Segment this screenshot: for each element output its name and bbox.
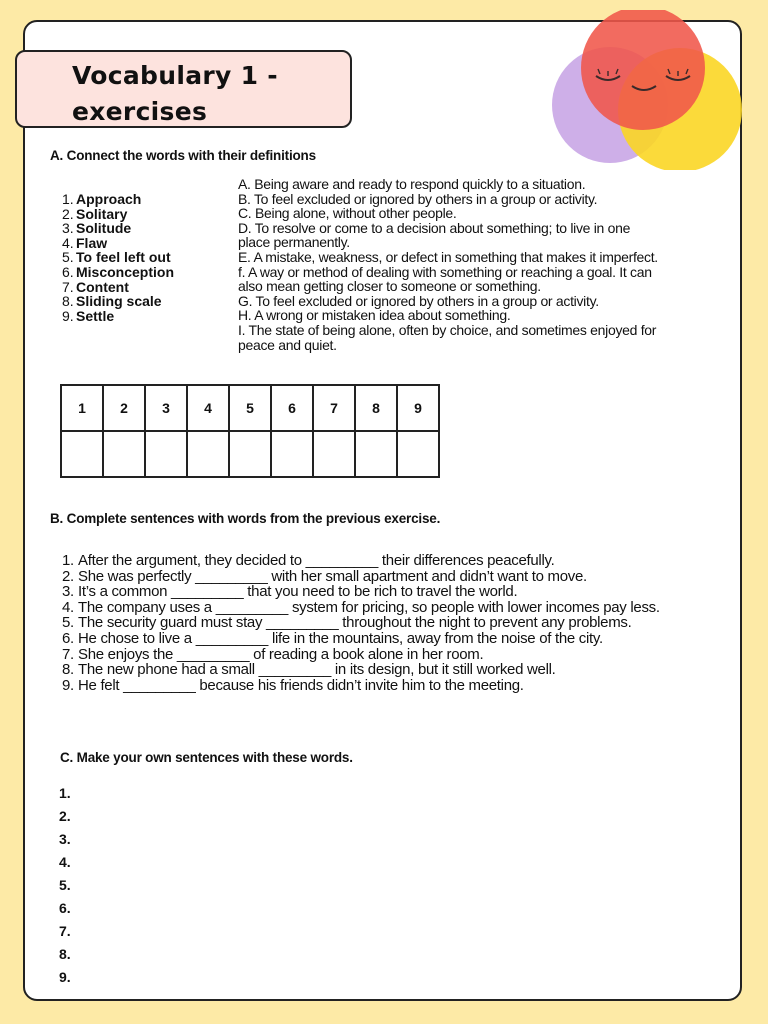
sentence-text: She enjoys the _________ of reading a book alone in her room. [78,645,484,663]
answer-grid [60,384,440,478]
sentence-item: 4. The company uses a _________ system for pricing, so people with lower incomes pay less. [62,598,660,616]
answer-grid-header: 1 [61,385,103,431]
own-sentence-line[interactable]: 4. [59,854,71,870]
sentence-item: 3. It’s a common _________ that you need to be rich to travel the world. [62,583,518,601]
word-label: Settle [76,307,115,324]
answer-cell[interactable] [229,431,271,477]
sentence-item: 6. He chose to live a _________ life in the mountains, away from the noise of the city. [62,629,603,647]
definition-line: H. A wrong or mistaken idea about something. [238,307,511,324]
word-label: Content [76,278,129,295]
word-item: 9. Settle [62,307,115,324]
word-item: 3. Solitude [62,220,132,237]
sentence-text: It’s a common _________ that you need to be rich to travel the world. [78,583,518,601]
word-label: Solitary [76,205,128,222]
own-sentence-line[interactable]: 5. [59,877,71,893]
word-label: Solitude [76,220,132,237]
sentence-item: 7. She enjoys the _________ of reading a book alone in her room. [62,645,484,663]
sentence-item: 5. The security guard must stay _________ throughout the night to prevent any problems. [62,614,632,632]
sentence-text: After the argument, they decided to _________ their differences peacefully. [78,552,555,569]
definition-line: E. A mistake, weakness, or defect in something that makes it imperfect. [238,248,658,265]
section-a-heading: A. Connect the words with their definitions [50,148,316,163]
sentence-text: She was perfectly _________ with her small apartment and didn’t want to move. [78,567,587,585]
word-item: 1. Approach [62,191,142,207]
answer-cell[interactable] [145,431,187,477]
sentence-text: The security guard must stay _________ throughout the night to prevent any problems. [78,614,632,632]
answer-grid-header: 2 [103,385,145,431]
definition-line: A. Being aware and ready to respond quickly to a situation. [238,176,586,192]
definition-line: f. A way or method of dealing with something or reaching a goal. It can [238,263,652,280]
word-label: Flaw [76,234,108,251]
definition-line: also mean getting closer to someone or something. [238,278,541,295]
answer-grid-header: 5 [229,385,271,431]
page-title [72,58,278,130]
word-item: 6. Misconception [62,263,175,280]
definition-line: peace and quiet. [238,336,337,353]
answer-grid-header: 7 [313,385,355,431]
definitions-list [238,177,708,352]
sentence-text: He felt _________ because his friends didn’t invite him to the meeting. [78,676,524,694]
answer-cell[interactable] [397,431,439,477]
page-title-line-2: exercises [72,97,208,126]
answer-grid-header: 8 [355,385,397,431]
answer-cell[interactable] [313,431,355,477]
sleeping-faces-illustration [548,10,748,170]
own-sentence-line[interactable]: 6. [59,900,71,916]
sentence-text: The new phone had a small _________ in its design, but it still worked well. [78,661,556,679]
answer-cell[interactable] [355,431,397,477]
section-c-heading: C. Make your own sentences with these words. [60,750,353,765]
answer-cell[interactable] [61,431,103,477]
title-box [15,50,352,128]
sentence-item: 2. She was perfectly _________ with her small apartment and didn’t want to move. [62,567,587,585]
word-label: Approach [76,191,142,207]
definition-line: C. Being alone, without other people. [238,205,457,222]
answer-cell[interactable] [271,431,313,477]
sentence-item: 8. The new phone had a small _________ in its design, but it still worked well. [62,661,556,679]
answer-grid-header: 6 [271,385,313,431]
word-item: 7. Content [62,278,129,295]
word-item: 5. To feel left out [62,249,171,266]
own-sentence-line[interactable]: 1. [59,785,71,801]
answer-grid-header: 3 [145,385,187,431]
answer-grid-header-row [61,385,439,431]
answer-grid-header: 4 [187,385,229,431]
own-sentence-line[interactable]: 2. [59,808,71,824]
own-sentence-line[interactable]: 8. [59,946,71,962]
own-sentence-line[interactable]: 3. [59,831,71,847]
answer-grid-header: 9 [397,385,439,431]
sentence-item: 9. He felt _________ because his friends didn’t invite him to the meeting. [62,676,524,694]
word-item: 2. Solitary [62,205,128,222]
definition-line: I. The state of being alone, often by choice, and sometimes enjoyed for [238,321,657,338]
word-item: 4. Flaw [62,234,108,251]
definition-line: D. To resolve or come to a decision about something; to live in one [238,219,631,236]
word-list [62,192,174,323]
own-sentences-list [59,782,71,989]
sentence-item: 1. After the argument, they decided to _________ their differences peacefully. [62,552,555,569]
definition-line: G. To feel excluded or ignored by others in a group or activity. [238,292,599,309]
answer-cell[interactable] [187,431,229,477]
definition-line: place permanently. [238,234,350,251]
section-b-heading: B. Complete sentences with words from the previous exercise. [50,511,441,526]
red-blob [581,10,705,130]
own-sentence-line[interactable]: 7. [59,923,71,939]
own-sentence-line[interactable]: 9. [59,969,71,985]
word-label: To feel left out [76,249,171,266]
word-label: Misconception [76,263,175,280]
sentence-text: The company uses a _________ system for pricing, so people with lower incomes pay less. [78,598,660,616]
answer-grid-input-row [61,431,439,477]
sentence-text: He chose to live a _________ life in the mountains, away from the noise of the city. [78,629,603,647]
page-title-line-1: Vocabulary 1 - [72,61,278,90]
definition-line: B. To feel excluded or ignored by others in a group or activity. [238,190,598,207]
answer-cell[interactable] [103,431,145,477]
sentence-list [62,553,702,693]
word-item: 8. Sliding scale [62,293,162,310]
word-label: Sliding scale [76,293,162,310]
